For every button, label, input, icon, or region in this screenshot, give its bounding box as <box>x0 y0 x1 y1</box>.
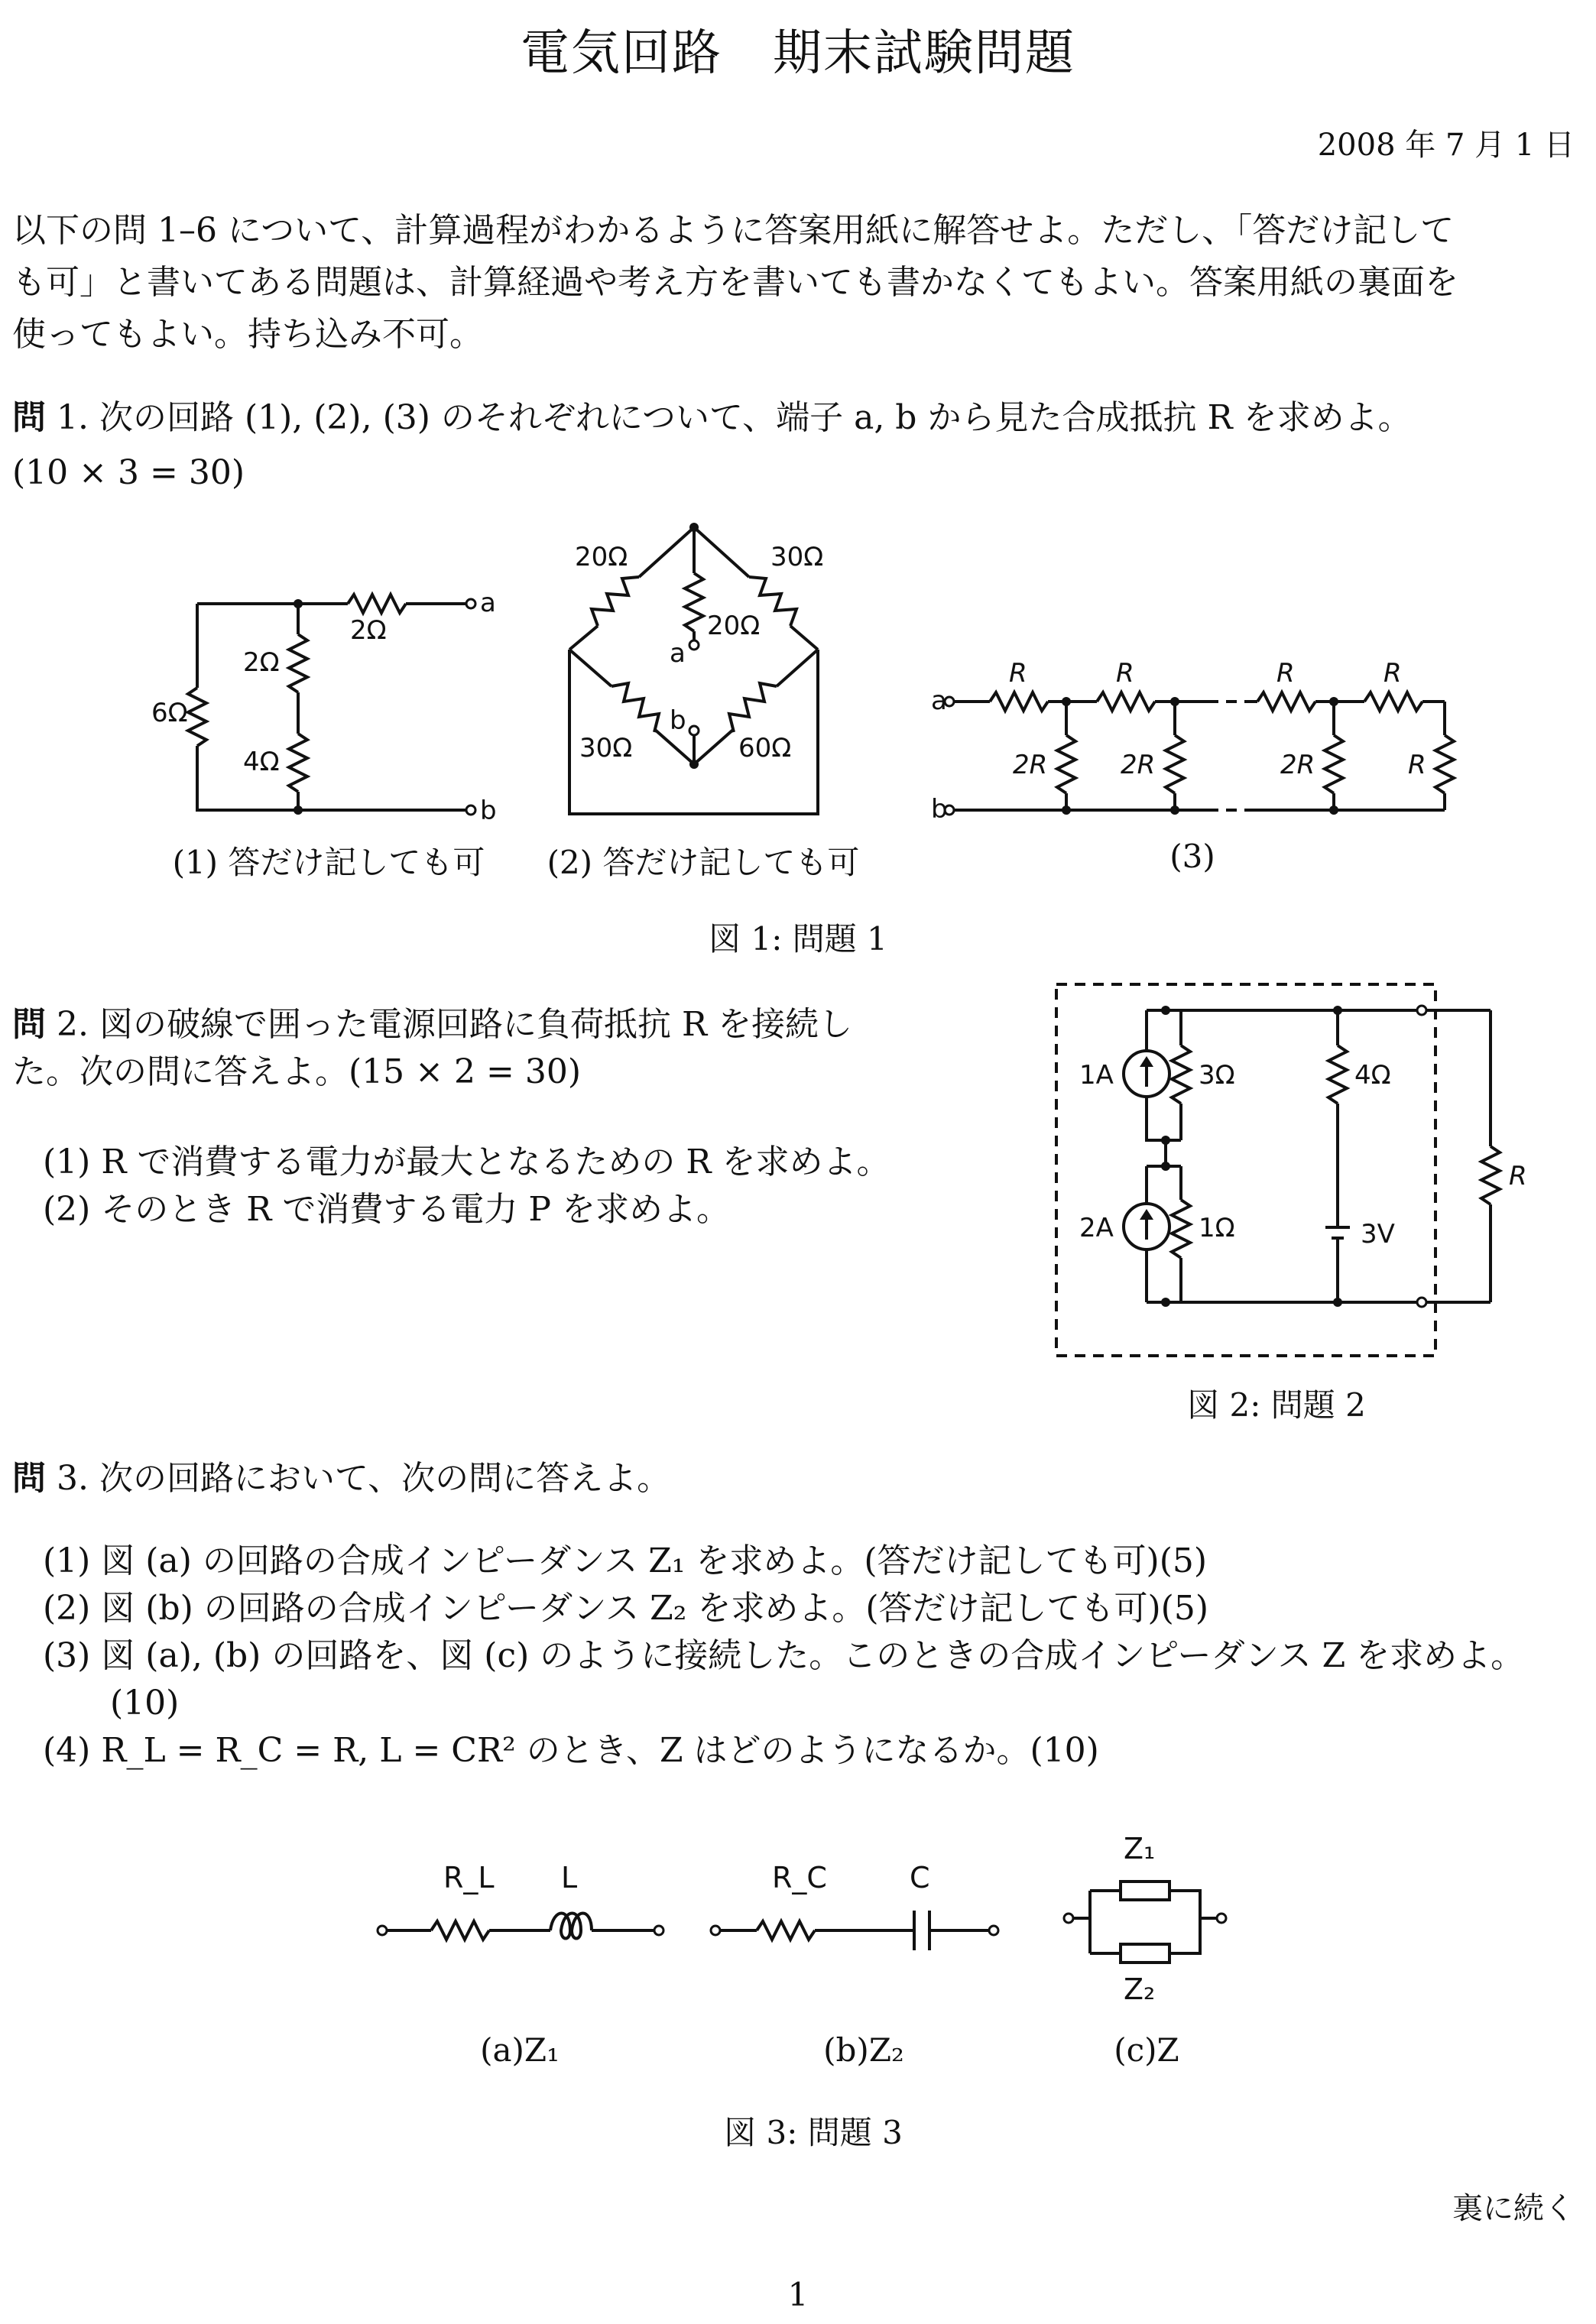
q3-number: 3. <box>57 1459 89 1498</box>
fig2-voltage: 3V <box>1361 1219 1395 1250</box>
q3-item: (10) <box>110 1684 180 1723</box>
fig3-z2: Z₂ <box>1124 1972 1156 2006</box>
c1-r-left: 6Ω <box>151 698 188 728</box>
figure-3-caption: 図 3: 問題 3 <box>724 2114 903 2151</box>
fig3-z1: Z₁ <box>1124 1832 1156 1865</box>
c3-r-shunt: 2R <box>1121 750 1156 780</box>
q1-label: 問 <box>12 398 46 437</box>
c2-r4: 30Ω <box>579 733 633 763</box>
q2-number: 2. <box>57 1005 89 1044</box>
q3-prompt: 次の回路において、次の問に答えよ。 <box>99 1459 671 1498</box>
c3-r-series: R <box>1009 658 1027 689</box>
q2-line-1 <box>12 1001 991 1049</box>
q3-items <box>43 1538 1587 1775</box>
fig2-src2: 2A <box>1079 1213 1114 1243</box>
intro-paragraph <box>12 205 1579 361</box>
page-title: 電気回路 期末試験問題 <box>521 25 1075 82</box>
c3-r-shunt: 2R <box>1280 750 1315 780</box>
figure-2-caption: 図 2: 問題 2 <box>1187 1386 1366 1424</box>
intro-line: 以下の問 1–6 について、計算過程がわかるように答案用紙に解答せよ。ただし、「答だけ記して <box>12 211 1455 250</box>
fig3-rl: R_L <box>443 1861 495 1895</box>
c1-r-top: 2Ω <box>350 615 387 646</box>
c1-term-a: a <box>480 588 496 618</box>
figure-3-circuits <box>352 1819 1254 2010</box>
q3-text <box>12 1455 1579 1502</box>
q2-items <box>43 1139 1036 1233</box>
c2-r1: 20Ω <box>575 542 628 572</box>
c3-term-b: b <box>931 794 948 825</box>
q3-item: (4) R_L = R_C = R, L = CR² のとき、Z はどのようになるか。(10) <box>43 1731 1099 1770</box>
fig3-rc: R_C <box>772 1861 827 1895</box>
fig2-r2: 4Ω <box>1354 1060 1391 1091</box>
c3-term-a: a <box>931 686 947 716</box>
continue-note: 裏に続く <box>1452 2191 1575 2226</box>
q1-caption-1: (1) 答だけ記しても可 <box>172 844 485 881</box>
q1-number: 1. <box>57 398 89 437</box>
fig2-r1: 3Ω <box>1199 1060 1235 1091</box>
c2-term-b: b <box>670 705 686 736</box>
q1-text <box>12 394 1579 442</box>
fig3-l: L <box>561 1861 578 1895</box>
q2-label: 問 <box>12 1005 46 1044</box>
c2-r3: 20Ω <box>707 611 761 641</box>
c3-r-shunt: 2R <box>1013 750 1048 780</box>
q3-item: (3) 図 (a), (b) の回路を、図 (c) のように接続した。このときの合成インピーダンス Z を求めよ。 <box>43 1636 1525 1675</box>
c1-r-mid-top: 2Ω <box>243 647 280 678</box>
c1-term-b: b <box>480 796 497 826</box>
fig2-r3: 1Ω <box>1199 1213 1235 1243</box>
c2-r2: 30Ω <box>770 542 824 572</box>
figure-1-caption: 図 1: 問題 1 <box>709 920 887 958</box>
c3-r-series: R <box>1384 658 1402 689</box>
q1-caption-2: (2) 答だけ記しても可 <box>547 844 860 881</box>
c2-term-a: a <box>670 638 686 669</box>
q3-item: (1) 図 (a) の回路の合成インピーダンス Z₁ を求めよ。(答だけ記しても可)(5) <box>43 1541 1208 1580</box>
c3-r-series: R <box>1116 658 1134 689</box>
figure-1-circuits <box>0 504 1596 833</box>
c3-r-last: R <box>1408 750 1426 780</box>
fig3-caption-c: (c)Z <box>1114 2031 1179 2069</box>
c2-r5: 60Ω <box>738 733 792 763</box>
q2-line-2: た。次の問に答えよ。(15 × 2 = 30) <box>12 1052 581 1091</box>
page-number: 1 <box>787 2276 809 2313</box>
q1-caption-3: (3) <box>1169 838 1215 875</box>
c1-r-mid-bot: 4Ω <box>243 747 280 777</box>
q2-item: (1) R で消費する電力が最大となるための R を求めよ。 <box>43 1143 890 1181</box>
q3-item: (2) 図 (b) の回路の合成インピーダンス Z₂ を求めよ。(答だけ記しても可)(5) <box>43 1589 1208 1628</box>
intro-line: 使ってもよい。持ち込み不可。 <box>12 315 483 354</box>
q1-score: (10 × 3 = 30) <box>12 453 245 492</box>
fig3-caption-b: (b)Z₂ <box>823 2031 904 2069</box>
q2-prompt: 図の破線で囲った電源回路に負荷抵抗 R を接続し <box>99 1005 853 1044</box>
intro-line: も可」と書いてある問題は、計算経過や考え方を書いても書かなくてもよい。答案用紙の裏面を <box>12 263 1458 302</box>
c3-r-series: R <box>1276 658 1295 689</box>
figure-2-circuit <box>1047 971 1582 1368</box>
fig3-caption-a: (a)Z₁ <box>480 2031 560 2069</box>
exam-date: 2008 年 7 月 1 日 <box>1317 128 1575 163</box>
q2-text <box>12 1001 991 1096</box>
q2-item: (2) そのとき R で消費する電力 P を求めよ。 <box>43 1190 730 1229</box>
fig2-load: R <box>1509 1161 1527 1191</box>
fig3-c: C <box>910 1861 930 1895</box>
q1-prompt: 次の回路 (1), (2), (3) のそれぞれについて、端子 a, b から見た合成抵抗 R を求めよ。 <box>99 398 1412 437</box>
fig2-src1: 1A <box>1079 1060 1114 1091</box>
q3-label: 問 <box>12 1459 46 1498</box>
